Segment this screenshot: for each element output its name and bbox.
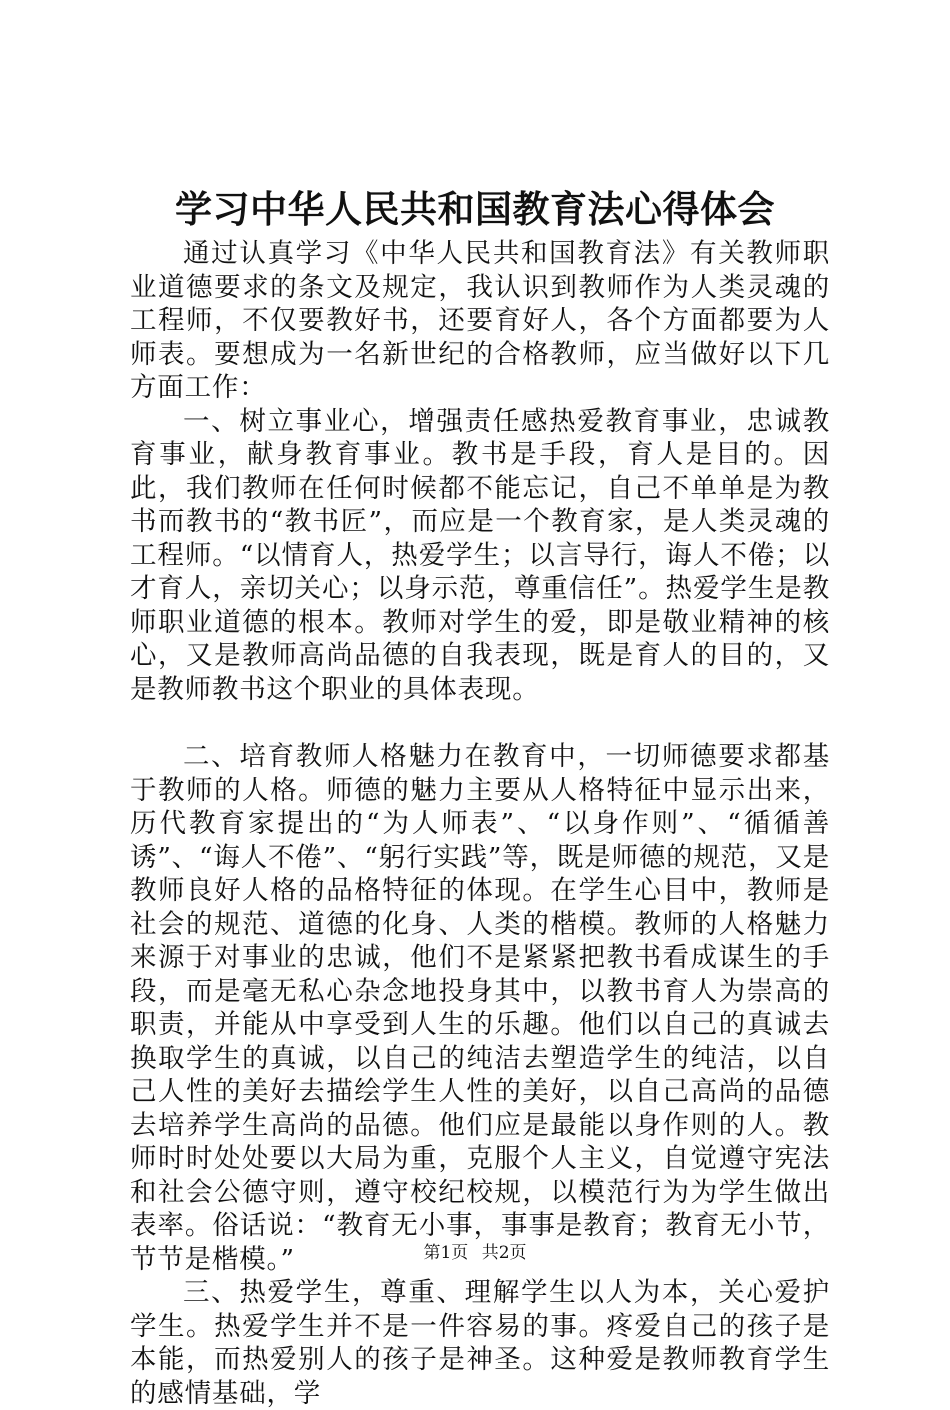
paragraph-section-2: 二、培育教师人格魅力在教育中，一切师德要求都基于教师的人格。师德的魅力主要从人格特征中显示出来，历代教育家提出的“为人师表”、“以身作则”、“循循善诱”、“诲人不倦”、“躬行实践”等，既是师德的规范，又是教师良好人格的品格特征的体现。在学生心目中，教师是社会的规范、道德的化身、人类的楷模。教师的人格魅力来源于对事业的忠诚，他们不是紧紧把教书看成谋生的手段，而是毫无私心杂念地投身其中，以教书育人为崇高的职责，并能从中享受到人生的乐趣。他们以自己的真诚去换取学生的真诚，以自己的纯洁去塑造学生的纯洁，以自己人性的美好去描绘学生人性的美好，以自己高尚的品德去培养学生高尚的品德。他们应是最能以身作则的人。教师时时处处要以大局为重，克服个人主义，自觉遵守宪法和社会公德守则，遵守校纪校规，以模范行为为学生做出表率。俗话说：“教育无小事，事事是教育；教育无小节，节节是楷模。” [130,741,830,1275]
page-total: 共2页 [481,1243,527,1263]
document-title: 学习中华人民共和国教育法心得体会 [175,187,775,231]
document-body [130,237,830,1410]
paragraph-section-3: 三、热爱学生，尊重、理解学生以人为本，关心爱护学生。热爱学生并不是一件容易的事。疼爱自己的孩子是本能，而热爱别人的孩子是神圣。这种爱是教师教育学生的感情基础，学 [130,1277,830,1409]
page-footer [0,1241,950,1265]
paragraph-section-1: 一、树立事业心，增强责任感热爱教育事业，忠诚教育事业，献身教育事业。教书是手段，育人是目的。因此，我们教师在任何时候都不能忘记，自己不单单是为教书而教书的“教书匠”，而应是一个教育家，是人类灵魂的工程师。“以情育人，热爱学生；以言导行，诲人不倦；以才育人，亲切关心；以身示范，尊重信任”。热爱学生是教师职业道德的根本。教师对学生的爱，即是敬业精神的核心，又是教师高尚品德的自我表现，既是育人的目的，又是教师教书这个职业的具体表现。 [130,405,830,705]
page-number: 第1页 [423,1243,469,1263]
paragraph-spacer [130,706,830,740]
paragraph-intro: 通过认真学习《中华人民共和国教育法》有关教师职业道德要求的条文及规定，我认识到教师作为人类灵魂的工程师，不仅要教好书，还要育好人，各个方面都要为人师表。要想成为一名新世纪的合格教师，应当做好以下几方面工作： [130,238,830,403]
